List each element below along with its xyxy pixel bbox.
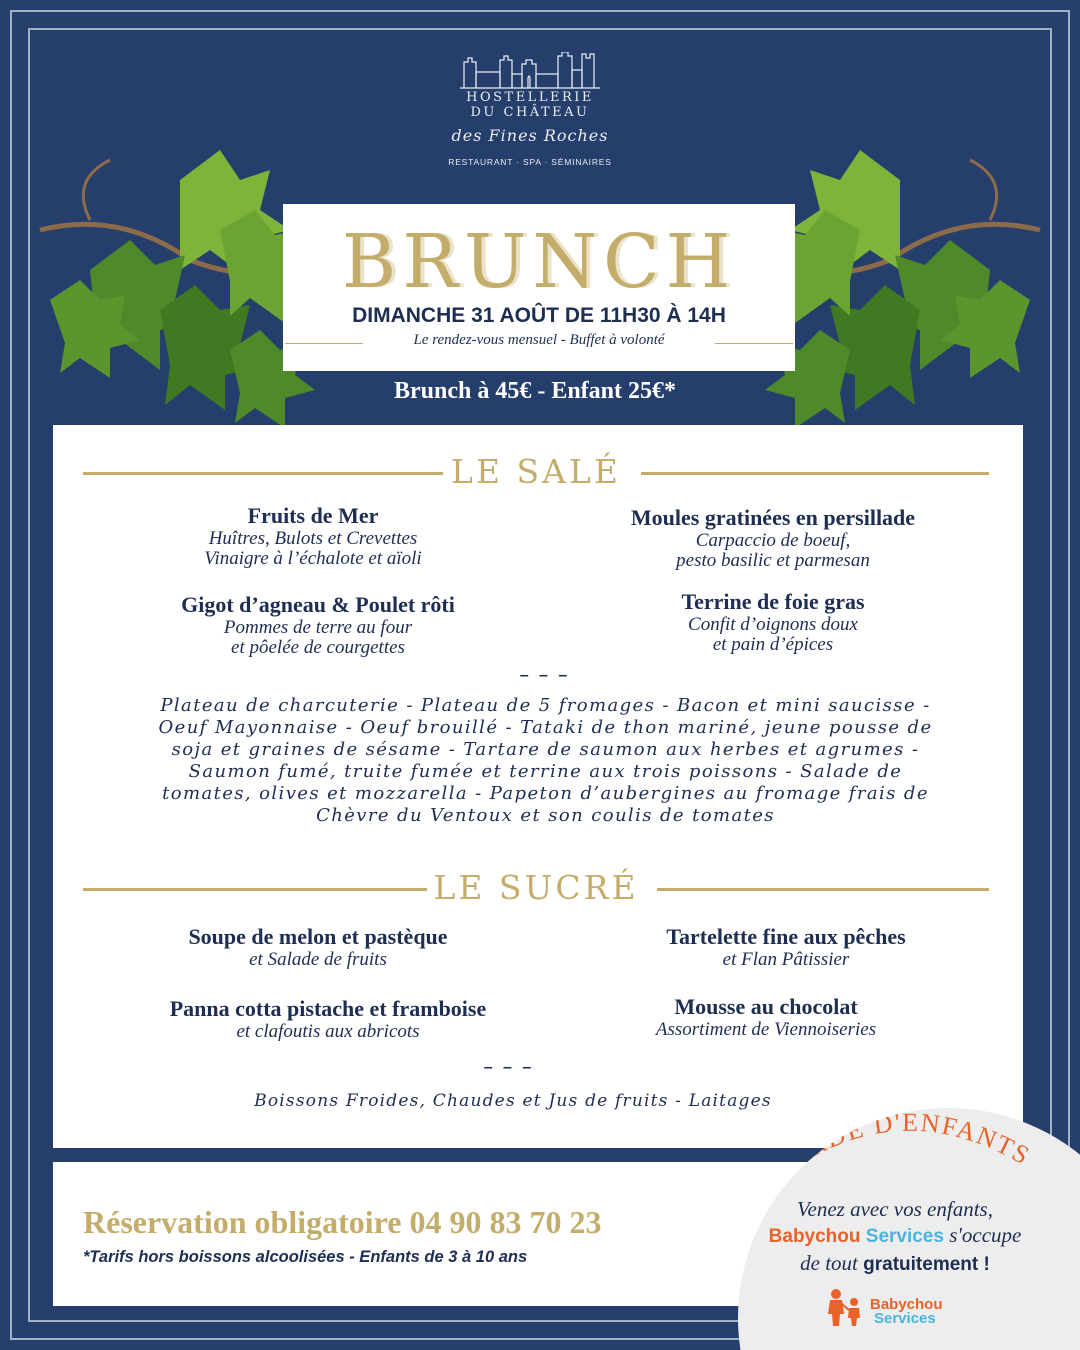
logo-script: des Fines Roches [451, 126, 609, 145]
logo-line-2: DU CHÂTEAU [470, 105, 590, 120]
dish-title: Tartelette fine aux pêches [666, 924, 906, 949]
separator: – – – [519, 667, 571, 684]
dish-desc: et clafoutis aux abricots [236, 1021, 420, 1042]
logo-line-1: HOSTELLERIE [466, 90, 594, 105]
dish-soupe-melon [113, 924, 523, 970]
childcare-badge [738, 1108, 1080, 1350]
logo-tagline: RESTAURANT · SPA · SÉMINAIRES [448, 157, 612, 167]
dish-foie-gras [573, 589, 973, 655]
badge-message [750, 1196, 1040, 1278]
badge-line-3a: de tout [800, 1251, 858, 1275]
dish-fruits-de-mer [113, 503, 513, 569]
badge-line-2 [750, 1222, 1040, 1250]
family-icon [826, 1288, 870, 1328]
sucre-heading [83, 868, 989, 908]
badge-brand-1: Babychou [768, 1226, 861, 1247]
dish-tartelette [586, 924, 986, 970]
dish-title: Panna cotta pistache et framboise [169, 996, 487, 1021]
drinks-line: Boissons Froides, Chaudes et Jus de fruits - Laitages [254, 1091, 772, 1111]
price-line: Brunch à 45€ - Enfant 25€* [393, 378, 677, 404]
separator: – – – [483, 1059, 535, 1076]
dish-title: Soupe de melon et pastèque [188, 924, 448, 949]
babychou-logo-line-2: Services [874, 1310, 936, 1327]
dish-desc: Carpaccio de boeuf, [695, 530, 851, 551]
badge-line-1: Venez avec vos enfants, [797, 1197, 993, 1221]
reservation-line: Réservation obligatoire 04 90 83 70 23 [83, 1204, 602, 1240]
menu-panel [53, 425, 1023, 1148]
dish-title: Mousse au chocolat [674, 994, 858, 1019]
dish-title: Moules gratinées en persillade [630, 505, 916, 530]
sale-buffet-list: Plateau de charcuterie - Plateau de 5 fromages - Bacon et mini saucisse - Oeuf Mayonnaise - Oeuf brouillé - Tataki de thon mariné, jeune pousse de soja et graines de sésame - Tartare de saumon aux herbes et agrumes - Saumon fumé, truite fumée et terrine aux trois poissons - Salade de tomates, olives et mozzarella - Papeton d’aubergines au fromage frais de Chèvre du Ventoux et son coulis de tomates [158, 695, 933, 826]
dish-title: Fruits de Mer [247, 503, 379, 528]
sucre-heading-label: LE SUCRÉ [433, 868, 639, 907]
dish-title: Terrine de foie gras [681, 589, 865, 614]
dish-desc: et Salade de fruits [249, 949, 387, 970]
tariff-note: *Tarifs hors boissons alcoolisées - Enfants de 3 à 10 ans [83, 1248, 528, 1266]
dish-desc: Pommes de terre au four [223, 617, 413, 638]
dish-title: Gigot d’agneau & Poulet rôti [181, 592, 455, 617]
badge-brand-2: Services [865, 1226, 944, 1247]
dish-gigot [113, 592, 523, 658]
dish-desc: et Flan Pâtissier [722, 949, 850, 970]
event-date: DIMANCHE 31 AOÛT DE 11H30 À 14H [352, 304, 726, 327]
badge-arc-text: GARDE D'ENFANTS [764, 1108, 1036, 1185]
babychou-logo-line-1: Babychou [870, 1296, 943, 1313]
title-box [283, 204, 795, 371]
sale-heading [83, 452, 989, 492]
dish-desc: Assortiment de Viennoiseries [655, 1019, 877, 1040]
dish-mousse [586, 994, 946, 1040]
dish-desc: Huîtres, Bulots et Crevettes [208, 528, 418, 549]
dish-desc: Vinaigre à l’échalote et aïoli [204, 548, 422, 569]
badge-line-3 [750, 1250, 1040, 1278]
vine-leaves-right [760, 120, 1050, 450]
dish-desc: et pôelée de courgettes [231, 637, 405, 658]
castle-icon [460, 52, 600, 90]
dish-moules [573, 505, 973, 571]
vine-leaves-left [30, 120, 320, 450]
dish-desc: pesto basilic et parmesan [676, 550, 870, 571]
dish-panna-cotta [103, 996, 553, 1042]
dish-desc: et pain d’épices [712, 634, 834, 655]
hotel-logo [430, 52, 630, 167]
badge-line-2-rest: s'occupe [949, 1223, 1022, 1247]
svg-text:GARDE D'ENFANTS [765, 1108, 1036, 1185]
event-title: BRUNCH [341, 219, 737, 305]
event-tagline: Le rendez-vous mensuel - Buffet à volonté [283, 332, 795, 349]
dish-desc: Confit d’oignons doux [688, 614, 858, 635]
badge-line-3b: gratuitement ! [863, 1254, 990, 1275]
babychou-logo [826, 1288, 986, 1328]
sale-heading-label: LE SALÉ [451, 452, 621, 491]
